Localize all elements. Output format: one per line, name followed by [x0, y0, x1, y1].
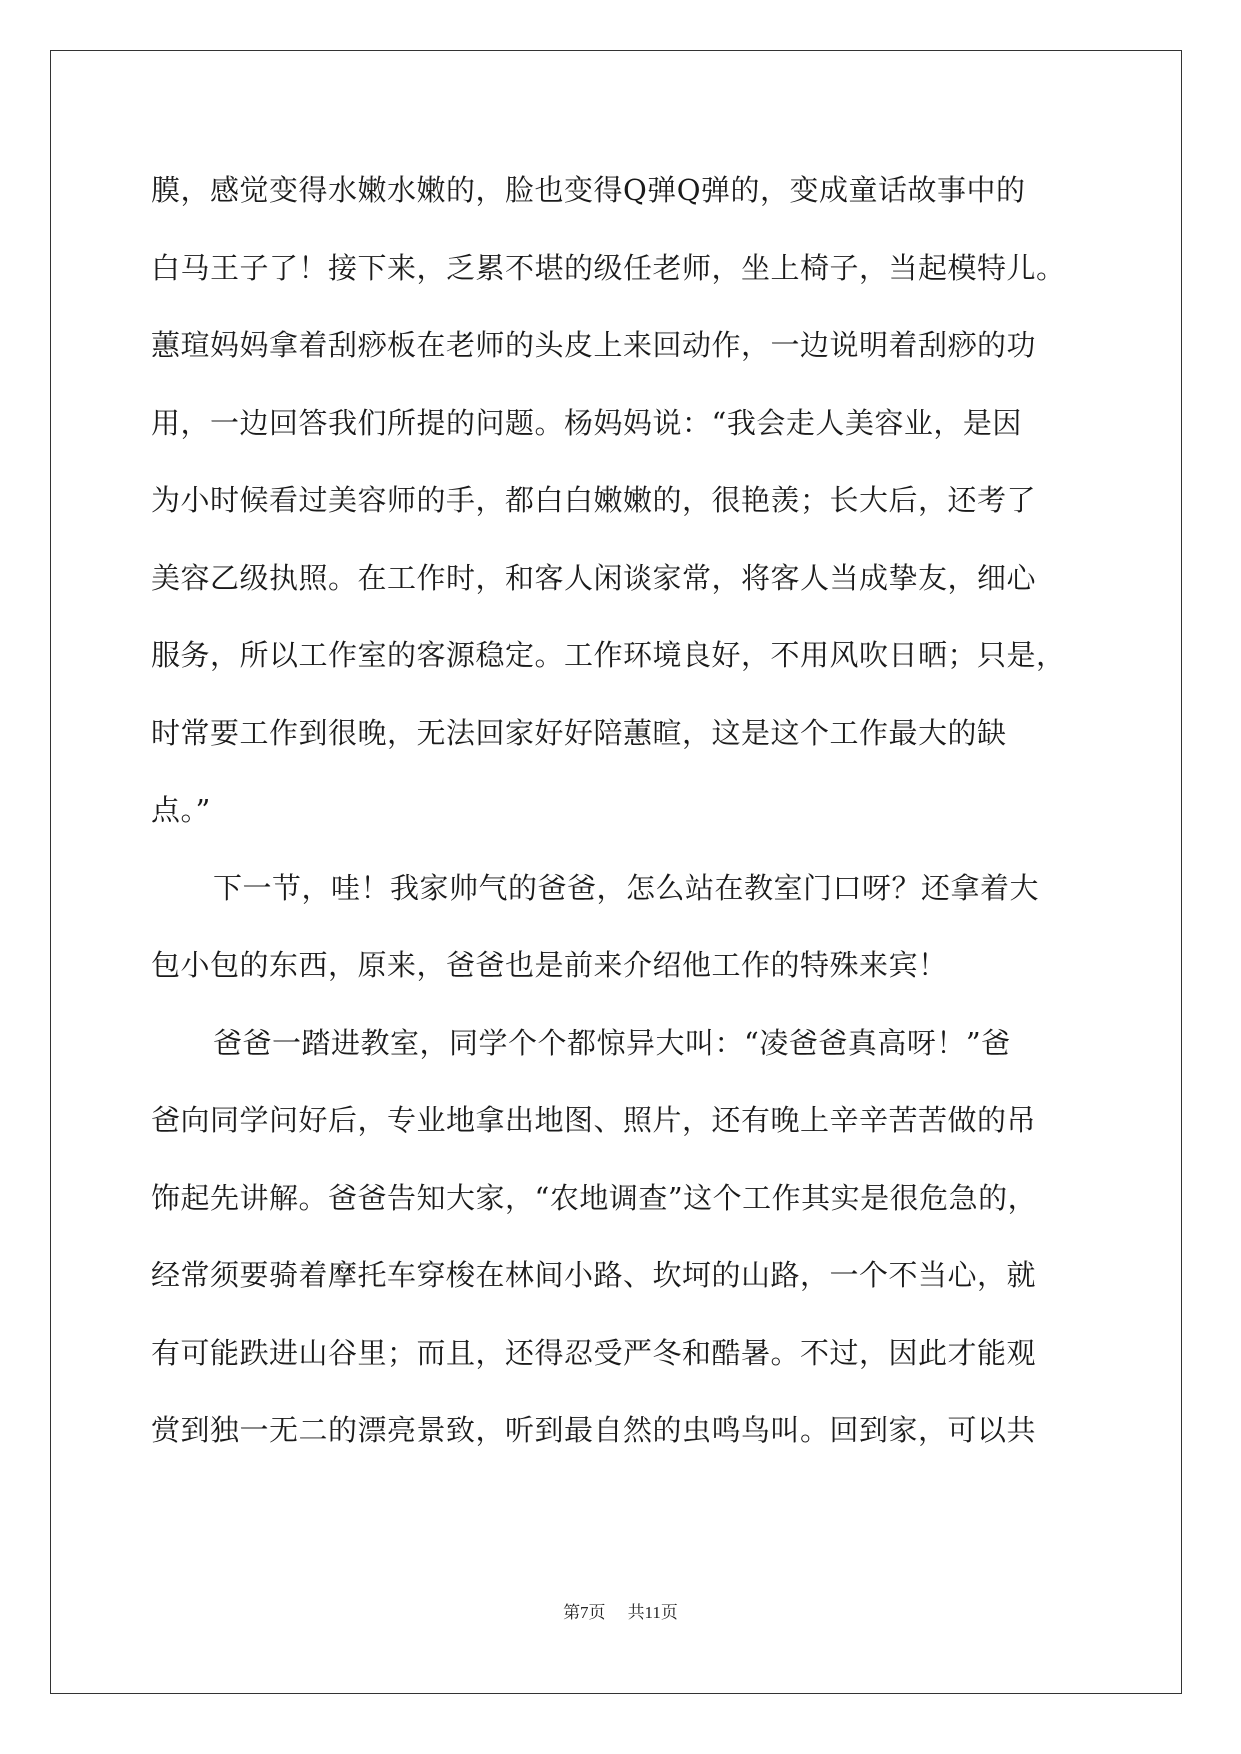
- text-line: 经常须要骑着摩托车穿梭在林间小路、坎坷的山路，一个不当心，就: [151, 1258, 1037, 1292]
- text-line: 饰起先讲解。爸爸告知大家，“农地调查”这个工作其实是很危急的，: [151, 1180, 1038, 1215]
- text-line: 包小包的东西，原来，爸爸也是前来介绍他工作的特殊来宾！: [151, 948, 948, 982]
- text-line: 时常要工作到很晚，无法回家好好陪蕙暄，这是这个工作最大的缺: [151, 715, 1007, 750]
- text-line: 爸向同学问好后，专业地拿出地图、照片，还有晚上辛辛苦苦做的吊: [151, 1103, 1037, 1137]
- page-footer: [0, 1598, 1241, 1623]
- text-line: 赏到独一无二的漂亮景致，听到最自然的虫鸣鸟叫。回到家，可以共: [151, 1413, 1037, 1447]
- text-line: 有可能跌进山谷里；而且，还得忍受严冬和酷暑。不过，因此才能观: [151, 1335, 1037, 1370]
- text-line: 用，一边回答我们所提的问题。杨妈妈说：“我会走人美容业，是因: [151, 405, 1022, 440]
- text-line: 白马王子了！接下来，乏累不堪的级任老师，坐上椅子，当起模特儿。: [151, 250, 1066, 285]
- paragraph-start-line: 下一节，哇！我家帅气的爸爸，怎么站在教室门口呀？还拿着大: [213, 870, 1040, 905]
- text-line: 服务，所以工作室的客源稳定。工作环境良好，不用风吹日晒；只是，: [151, 638, 1066, 672]
- page-number: 第7页: [563, 1603, 606, 1622]
- text-line: 为小时候看过美容师的手，都白白嫩嫩的，很艳羡；长大后，还考了: [151, 483, 1037, 517]
- document-body: [151, 152, 1091, 1470]
- text-line: 点。”: [151, 793, 211, 827]
- page-total: 共11页: [627, 1603, 678, 1622]
- text-line: 膜，感觉变得水嫩水嫩的，脸也变得Q弹Q弹的，变成童话故事中的: [151, 173, 1026, 207]
- paragraph-start-line: 爸爸一踏进教室，同学个个都惊异大叫：“凌爸爸真高呀！”爸: [213, 1025, 1011, 1060]
- text-line: 美容乙级执照。在工作时，和客人闲谈家常，将客人当成挚友，细心: [151, 560, 1037, 595]
- text-line: 蕙瑄妈妈拿着刮痧板在老师的头皮上来回动作，一边说明着刮痧的功: [151, 328, 1037, 362]
